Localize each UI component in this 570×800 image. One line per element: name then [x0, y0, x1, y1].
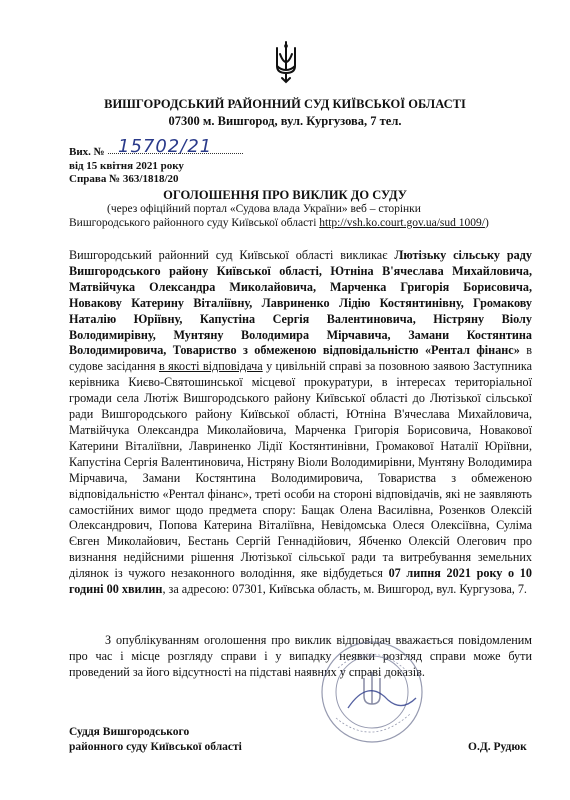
court-address: 07300 м. Вишгород, вул. Кургузова, 7 тел. [168, 114, 402, 128]
signature-title-line-2: районного суду Київської області [69, 741, 242, 753]
notice-body-paragraph-2: З опублікуванням оголошення про виклик відповідач вважається повідомленим про час і місце розгляду справи і у випадку неявки розгляд справи може бути проведений за його відсутності на підставі наявних у справі доказів. [69, 633, 532, 679]
case-number: Справа № 363/1818/20 [69, 173, 179, 185]
subtitle-end: ) [484, 217, 489, 229]
court-seal-stamp-icon [318, 638, 426, 746]
notice-subtitle-2 [69, 216, 522, 230]
signature-title-line-1: Суддя Вишгородського [69, 726, 190, 738]
body-case-details: у цивільній справі за позовною заявою Заступника керівника Києво-Святошинської місцевої прокуратури, в інтересах територіальної громади села Лютіж Вишгородського району Київської області до Лютізької сільської ради Вишгородського району Київської області, Ютніна В'ячеслава Михайловича, Матвійчука Олександра Миколайовича, Марченка Григорія Борисовича, Новакової Катерини Віталіївни, Лавриненко Лідії Костянтинівни, Громакової Наталії Юріївни, Капустіна Сергія Валентиновича, Ністряну Віоли Володимирівни, Мунтяну Володимира Мірчавича, Замани Костянтина Володимировича, Товариства з обмеженою відповідальністю «Рентал фінанс», треті особи на стороні відповідачів, які не заявляють самостійних вимог щодо предмета спору: Бащак Олена Василівна, Розенков Олексій Олександрович, Попова Катерина Віталіївна, Невідомська Олеся Олексіївна, Суліма Євген Миколайович, Бестань Сергій Геннадійович, Ябченко Олексій Олегович про визнання недійсними рішення Лютізької сільської ради та витребування земельних ділянок із чужого незаконного володіння, яке відбудеться [69, 359, 532, 581]
notice-title: ОГОЛОШЕННЯ ПРО ВИКЛИК ДО СУДУ [163, 188, 407, 202]
subtitle-text: Вишгородського районного суду Київської області [69, 217, 320, 229]
date-line: від 15 квітня 2021 року [69, 160, 184, 172]
outgoing-label: Вих. № [69, 146, 105, 158]
outgoing-number: 15702/21 [118, 136, 213, 157]
trident-emblem-icon [271, 40, 301, 84]
court-name: ВИШГОРОДСЬКИЙ РАЙОННИЙ СУД КИЇВСЬКОЇ ОБЛАСТІ [104, 97, 466, 111]
court-website-link[interactable]: http://vsh.ko.court.gov.ua/sud 1009/ [319, 217, 485, 229]
hearing-address: , за адресою: 07301, Київська область, м. Вишгород, вул. Кургузова, 7. [162, 582, 527, 597]
defendants-list: Лютізьку сільську раду Вишгородського району Київської області, Ютніна В'ячеслава Михайловича, Матвійчука Олександра Миколайовича, Марченка Григорія Борисовича, Новакову Катерину Віталіївну, Лавриненко Лідію Костянтинівну, Громакову Наталію Юріївну, Капустіна Сергія Валентиновича, Ністряну Віолу Володимирівну, Мунтяну Володимира Мірчавича, Замани Костянтина Володимировича, Товариство з обмеженою відповідальністю «Рентал фінанс» [69, 248, 532, 358]
hearing-datetime: 07 липня 2021 року о 10 годині 00 хвилин [69, 566, 532, 597]
body-hearing: в судове засідання [69, 343, 532, 374]
notice-body-paragraph-1 [69, 248, 532, 598]
body-intro: Вишгородський районний суд Київської області викликає [69, 248, 395, 262]
judge-name: О.Д. Рудюк [468, 741, 527, 753]
notice-subtitle-1: (через офіційний портал «Судова влада України» веб – сторінки [107, 203, 421, 215]
as-defendant-text: в якості відповідача [159, 359, 263, 374]
number-underline [108, 153, 243, 154]
